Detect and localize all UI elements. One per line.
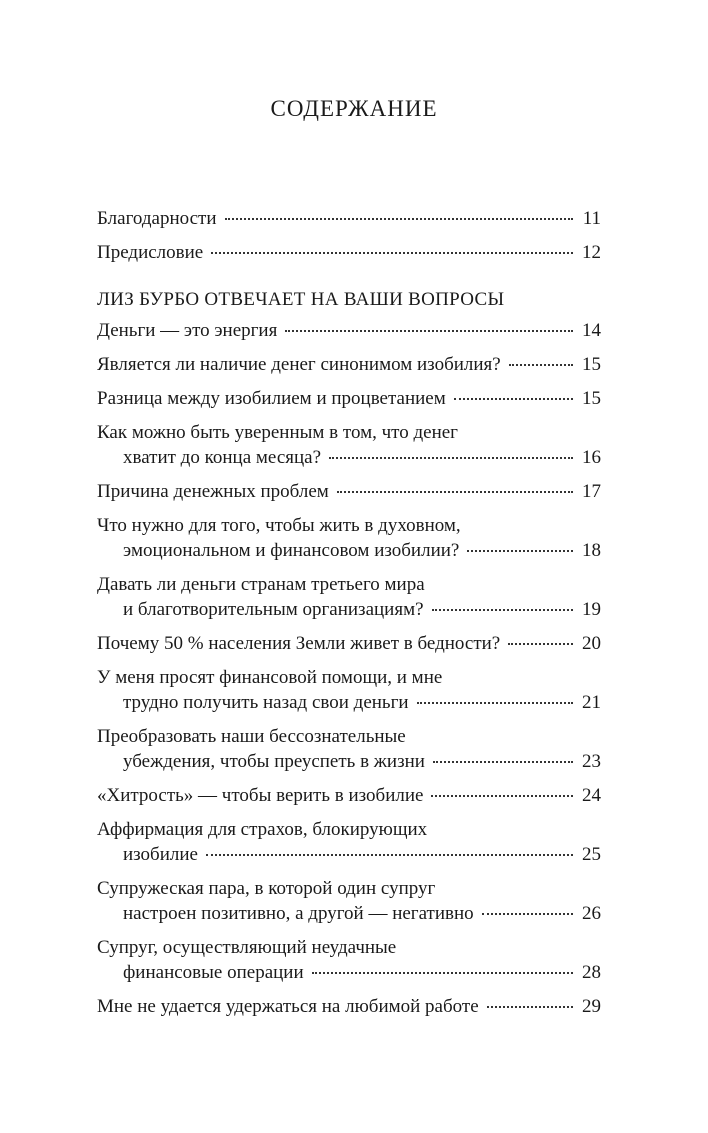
toc-page-number: 18 [582, 540, 601, 561]
toc-entry-label: финансовые операции [123, 962, 304, 983]
toc-entry-label: Является ли наличие денег синонимом изобилия? [97, 354, 501, 375]
toc-entry-label: Давать ли деньги странам третьего мира [97, 574, 425, 595]
toc-entry-label: Почему 50 % населения Земли живет в бедности? [97, 633, 501, 654]
toc-entry-line [97, 206, 601, 231]
toc-dot-leader [329, 457, 573, 459]
toc-page-number: 19 [582, 599, 601, 620]
table-of-contents [97, 206, 601, 1028]
toc-entry[interactable] [97, 386, 601, 411]
toc-entry[interactable] [97, 724, 601, 774]
toc-entry[interactable] [97, 572, 601, 622]
toc-entry[interactable] [97, 479, 601, 504]
toc-entry[interactable] [97, 783, 601, 808]
toc-page-number: 11 [582, 208, 601, 229]
toc-entry-label: У меня просят финансовой помощи, и мне [97, 667, 443, 688]
toc-entry[interactable] [97, 935, 601, 985]
toc-entry-line [97, 479, 601, 504]
toc-entry-line [97, 538, 601, 563]
toc-entry[interactable] [97, 817, 601, 867]
toc-entry-label: Разница между изобилием и процветанием [97, 388, 446, 409]
toc-entry-line [97, 842, 601, 867]
toc-entry-line [97, 352, 601, 377]
toc-entry-label: Предисловие [97, 242, 204, 263]
toc-entry-line [97, 386, 601, 411]
toc-entry-label: Как можно быть уверенным в том, что денег [97, 422, 458, 443]
toc-entry-line [97, 513, 601, 538]
toc-entry-line [97, 631, 601, 656]
toc-entry-line [97, 935, 601, 960]
toc-entry[interactable] [97, 876, 601, 926]
toc-page-number: 15 [582, 354, 601, 375]
toc-dot-leader [487, 1006, 573, 1008]
toc-entries [97, 318, 601, 1019]
toc-entry-label: Преобразовать наши бессознательные [97, 726, 406, 747]
toc-entry-line [97, 783, 601, 808]
toc-page-number: 28 [582, 962, 601, 983]
toc-entry-label: трудно получить назад свои деньги [123, 692, 409, 713]
toc-entry-line [97, 690, 601, 715]
toc-dot-leader [482, 913, 573, 915]
toc-page-number: 16 [582, 447, 601, 468]
toc-entry-line [97, 597, 601, 622]
toc-entry-label: Супруг, осуществляющий неудачные [97, 937, 397, 958]
toc-entry[interactable] [97, 994, 601, 1019]
toc-entry[interactable] [97, 318, 601, 343]
toc-dot-leader [509, 364, 573, 366]
toc-entry[interactable] [97, 513, 601, 563]
toc-entry-label: Что нужно для того, чтобы жить в духовном, [97, 515, 461, 536]
toc-entry-label: Деньги — это энергия [97, 320, 278, 341]
toc-entry-line [97, 318, 601, 343]
toc-entry[interactable] [97, 665, 601, 715]
toc-entry-label: Благодарности [97, 208, 217, 229]
toc-entry[interactable] [97, 420, 601, 470]
toc-page-number: 29 [582, 996, 601, 1017]
toc-dot-leader [454, 398, 573, 400]
toc-dot-leader [337, 491, 573, 493]
toc-dot-leader [432, 609, 573, 611]
toc-page-number: 15 [582, 388, 601, 409]
toc-entry-line [97, 876, 601, 901]
toc-entry-label: Аффирмация для страхов, блокирующих [97, 819, 428, 840]
toc-entry-label: хватит до конца месяца? [123, 447, 322, 468]
toc-entry-label: и благотворительным организациям? [123, 599, 424, 620]
toc-entry-line [97, 665, 601, 690]
toc-dot-leader [312, 972, 573, 974]
toc-entry-line [97, 724, 601, 749]
toc-page-number: 12 [582, 242, 601, 263]
toc-dot-leader [467, 550, 573, 552]
toc-entry-line [97, 960, 601, 985]
toc-entry-line [97, 994, 601, 1019]
toc-dot-leader [211, 252, 573, 254]
toc-entry-label: изобилие [123, 844, 198, 865]
toc-entry[interactable] [97, 631, 601, 656]
toc-page-number: 25 [582, 844, 601, 865]
toc-entry-line [97, 901, 601, 926]
toc-entry-label: Супружеская пара, в которой один супруг [97, 878, 436, 899]
toc-entry-line [97, 420, 601, 445]
toc-page-number: 23 [582, 751, 601, 772]
toc-entry-label: убеждения, чтобы преуспеть в жизни [123, 751, 425, 772]
toc-entry-label: эмоциональном и финансовом изобилии? [123, 540, 460, 561]
toc-dot-leader [225, 218, 574, 220]
toc-entry-label: Причина денежных проблем [97, 481, 329, 502]
toc-page-number: 21 [582, 692, 601, 713]
toc-pre-entries [97, 206, 601, 265]
toc-page-number: 26 [582, 903, 601, 924]
toc-entry-line [97, 240, 601, 265]
toc-section-heading: ЛИЗ БУРБО ОТВЕЧАЕТ НА ВАШИ ВОПРОСЫ [97, 289, 505, 310]
toc-entry-line [97, 817, 601, 842]
toc-entry[interactable] [97, 240, 601, 265]
toc-page-number: 20 [582, 633, 601, 654]
toc-entry[interactable] [97, 352, 601, 377]
toc-entry-label: Мне не удается удержаться на любимой работе [97, 996, 479, 1017]
toc-entry-line [97, 445, 601, 470]
toc-dot-leader [417, 702, 573, 704]
toc-page-number: 17 [582, 481, 601, 502]
toc-entry-line [97, 749, 601, 774]
toc-page-number: 24 [582, 785, 601, 806]
toc-dot-leader [431, 795, 573, 797]
toc-entry-line [97, 572, 601, 597]
toc-entry-label: настроен позитивно, а другой — негативно [123, 903, 474, 924]
toc-entry-label: «Хитрость» — чтобы верить в изобилие [97, 785, 424, 806]
toc-dot-leader [285, 330, 573, 332]
toc-page-number: 14 [582, 320, 601, 341]
toc-dot-leader [206, 854, 573, 856]
toc-dot-leader [508, 643, 573, 645]
toc-entry[interactable] [97, 206, 601, 231]
toc-dot-leader [433, 761, 573, 763]
page-title: СОДЕРЖАНИЕ [270, 96, 438, 121]
